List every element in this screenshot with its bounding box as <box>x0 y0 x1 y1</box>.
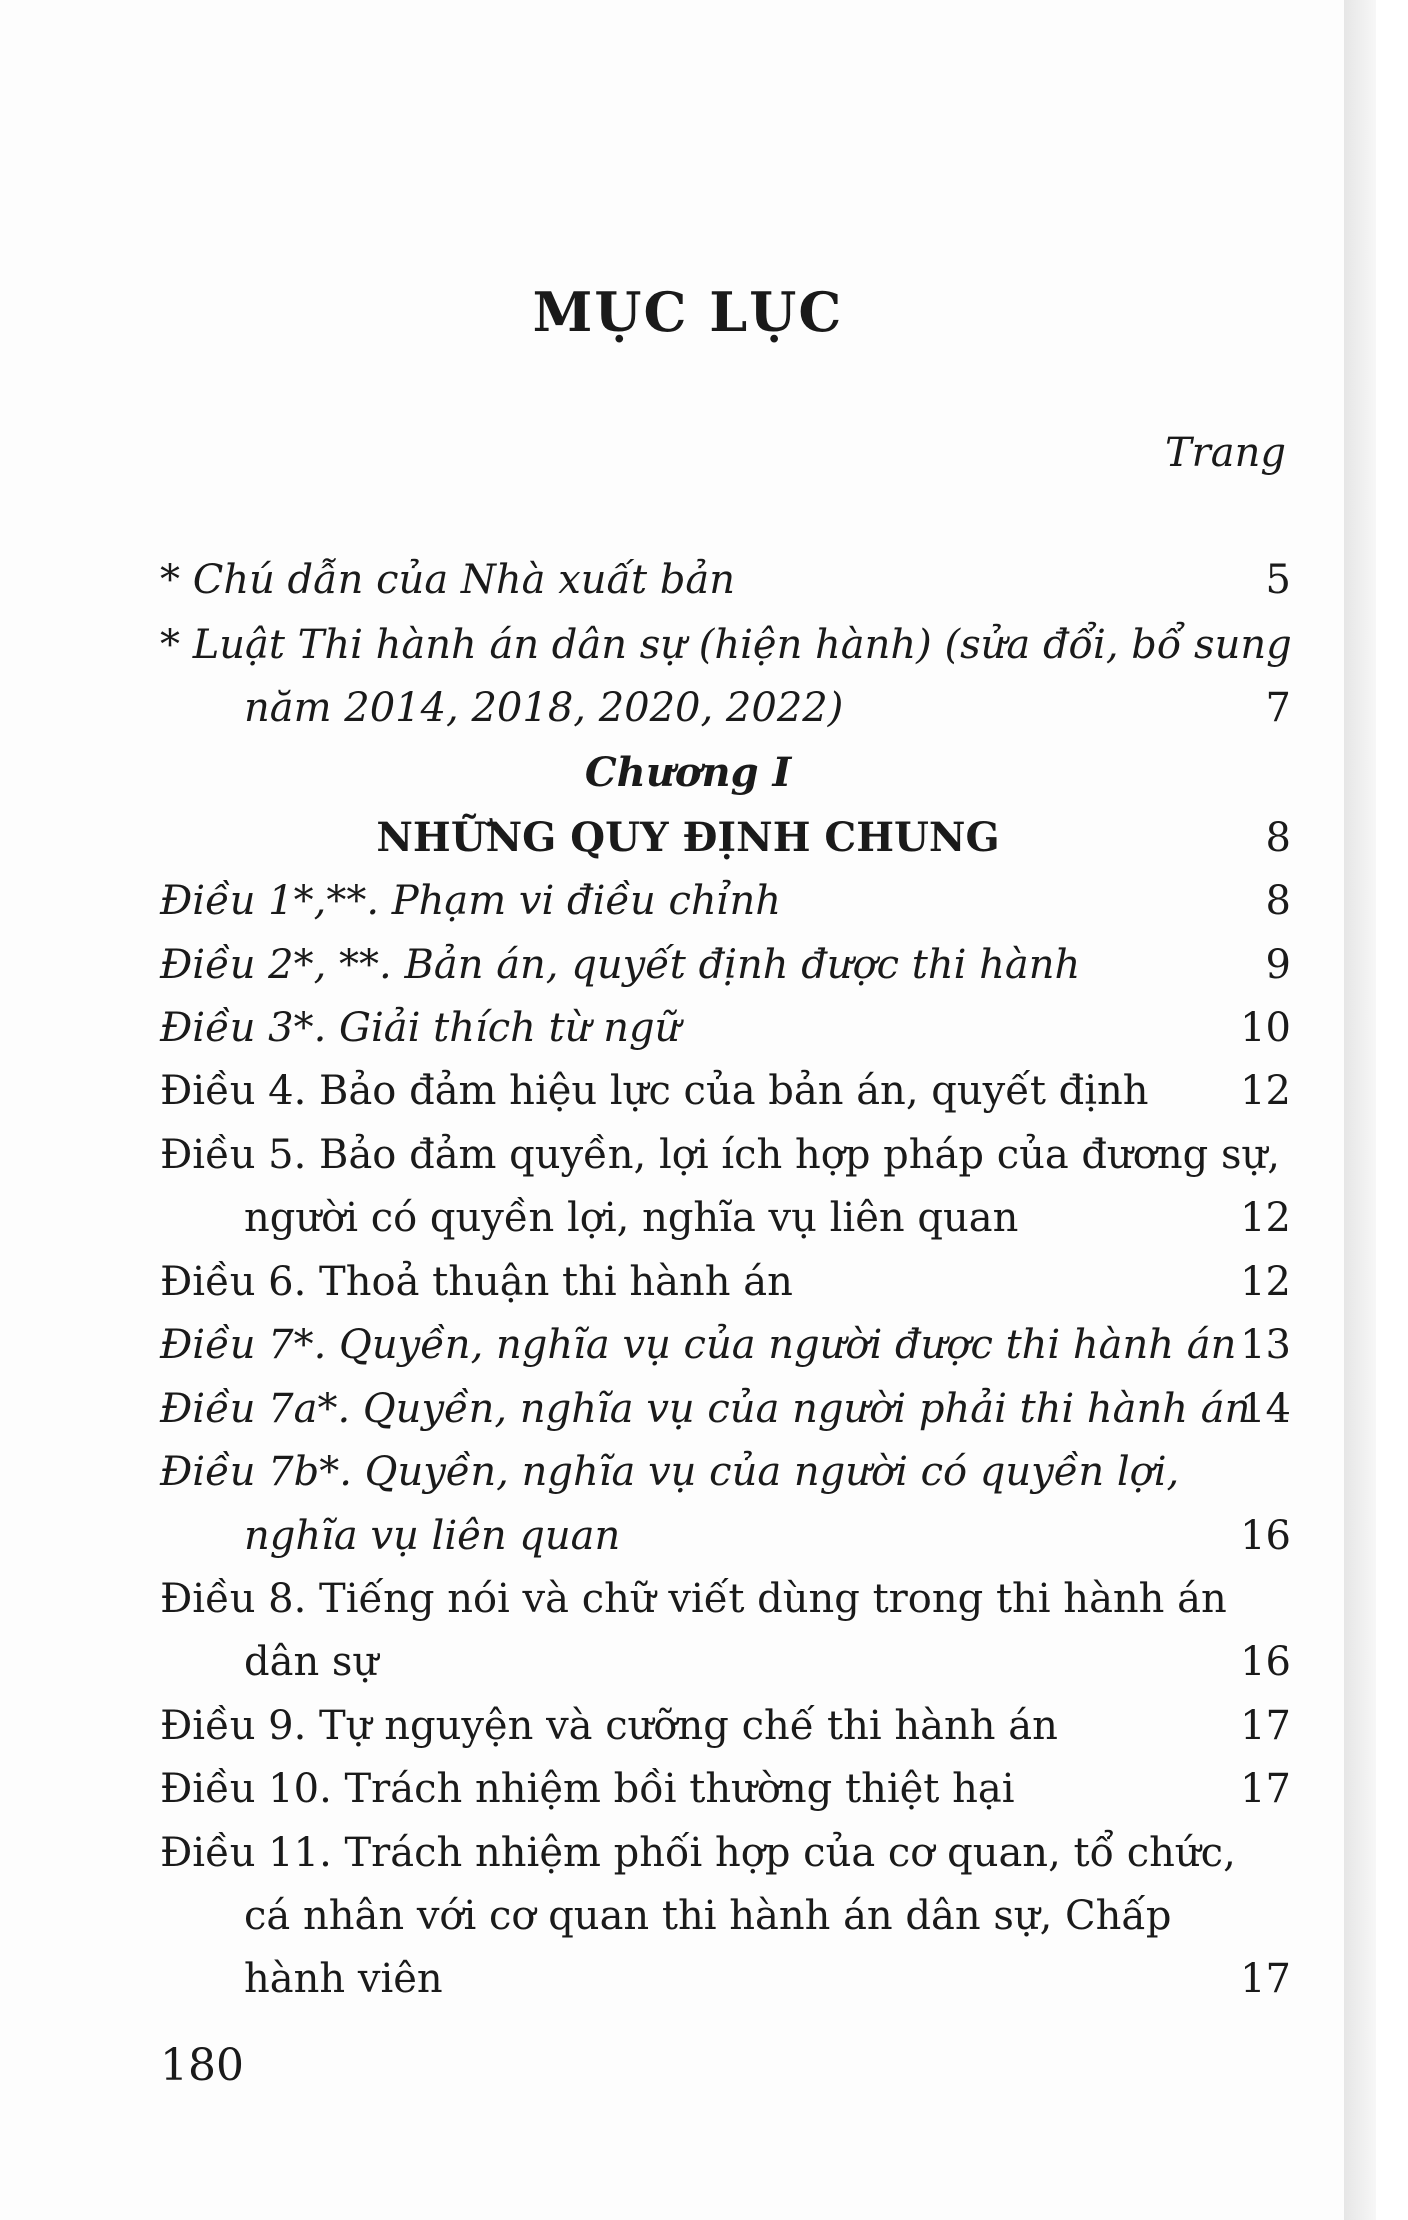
toc-page-number: 14 <box>1240 1386 1291 1432</box>
toc-entry-article-11: Điều 11. Trách nhiệm phối hợp của cơ quan, tổ chức, <box>160 1830 1236 1876</box>
chapter-label: Chương I <box>584 749 792 796</box>
toc-entry-article-5: Điều 5. Bảo đảm quyền, lợi ích hợp pháp của đương sự, <box>160 1132 1280 1178</box>
toc-page-number: 5 <box>1265 557 1291 603</box>
toc-entry-article-5-cont: người có quyền lợi, nghĩa vụ liên quan <box>244 1195 1019 1241</box>
toc-entry-article-6: Điều 6. Thoả thuận thi hành án <box>160 1259 793 1305</box>
toc-entry-article-7a: Điều 7a*. Quyền, nghĩa vụ của người phải thi hành án <box>160 1386 1251 1432</box>
toc-page-number: 9 <box>1265 942 1291 988</box>
toc-page-number: 16 <box>1240 1513 1291 1559</box>
toc-entry-article-7b: Điều 7b*. Quyền, nghĩa vụ của người có quyền lợi, <box>160 1449 1180 1495</box>
toc-page-number: 12 <box>1240 1259 1291 1305</box>
toc-page-number: 17 <box>1240 1956 1291 2002</box>
toc-entry-article-11-cont-2: hành viên <box>244 1956 443 2002</box>
toc-entry-article-7: Điều 7*. Quyền, nghĩa vụ của người được thi hành án <box>160 1322 1237 1368</box>
toc-page-number: 8 <box>1265 815 1291 861</box>
toc-page-number: 10 <box>1240 1005 1291 1051</box>
toc-entry-article-8-cont: dân sự <box>244 1639 379 1685</box>
toc-entry-article-1: Điều 1*,**. Phạm vi điều chỉnh <box>160 878 781 924</box>
toc-page-number: 7 <box>1265 685 1291 731</box>
footer-page-number: 180 <box>160 2040 244 2091</box>
toc-entry-article-10: Điều 10. Trách nhiệm bồi thường thiệt hại <box>160 1766 1015 1812</box>
toc-entry-article-9: Điều 9. Tự nguyện và cưỡng chế thi hành án <box>160 1703 1058 1749</box>
toc-page-number: 13 <box>1240 1322 1291 1368</box>
toc-page-number: 16 <box>1240 1639 1291 1685</box>
toc-entry-article-2: Điều 2*, **. Bản án, quyết định được thi hành <box>160 942 1081 988</box>
toc-entry-article-4: Điều 4. Bảo đảm hiệu lực của bản án, quyết định <box>160 1068 1149 1114</box>
toc-page-number: 12 <box>1240 1195 1291 1241</box>
toc-entry-publisher-note: * Chú dẫn của Nhà xuất bản <box>160 557 736 603</box>
toc-page-number: 12 <box>1240 1068 1291 1114</box>
toc-page-number: 17 <box>1240 1766 1291 1812</box>
page-title: MỤC LỤC <box>532 280 844 344</box>
toc-entry-article-3: Điều 3*. Giải thích từ ngữ <box>160 1005 681 1051</box>
page-column-header: Trang <box>1164 430 1286 476</box>
toc-entry-article-7b-cont: nghĩa vụ liên quan <box>244 1513 621 1559</box>
toc-page-number: 8 <box>1265 878 1291 924</box>
toc-entry-law-title-cont: năm 2014, 2018, 2020, 2022) <box>244 685 844 731</box>
toc-page-number: 17 <box>1240 1703 1291 1749</box>
toc-entry-article-11-cont: cá nhân với cơ quan thi hành án dân sự, Chấp <box>244 1893 1172 1939</box>
toc-entry-law-title: * Luật Thi hành án dân sự (hiện hành) (sửa đổi, bổ sung <box>160 622 1292 668</box>
chapter-title: NHỮNG QUY ĐỊNH CHUNG <box>376 814 1000 861</box>
toc-entry-article-8: Điều 8. Tiếng nói và chữ viết dùng trong thi hành án <box>160 1576 1227 1622</box>
